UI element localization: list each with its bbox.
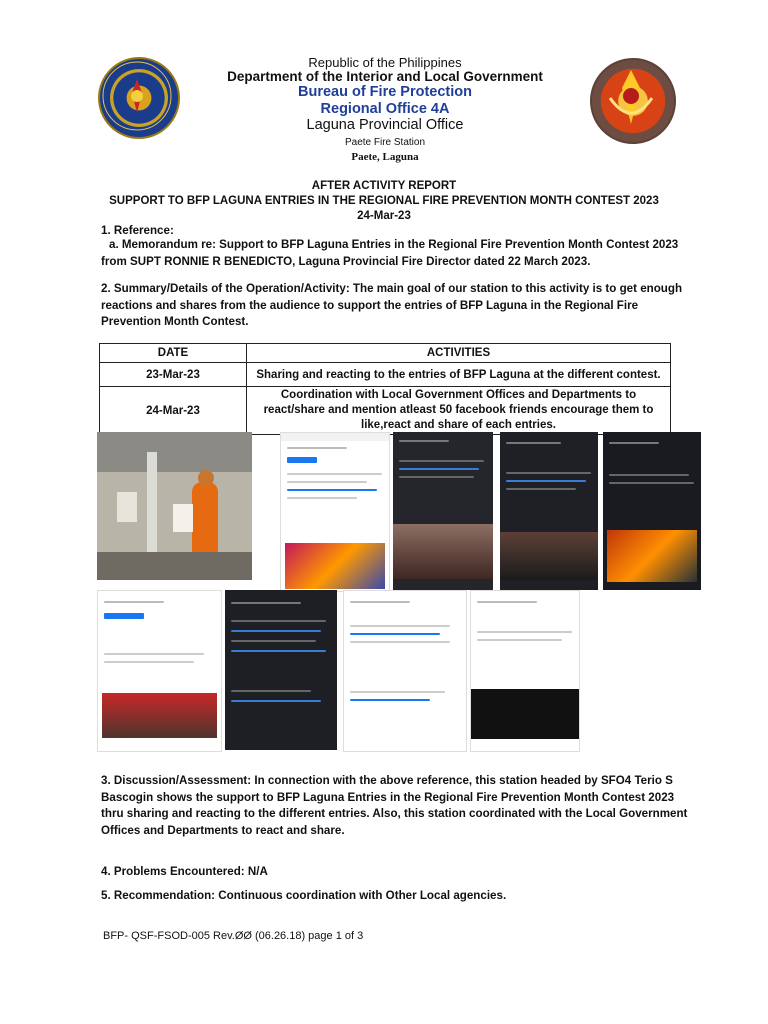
activities-table — [99, 343, 671, 435]
header-location: Paete, Laguna — [351, 151, 419, 163]
screenshot-facebook-group-post — [97, 590, 222, 752]
report-title: SUPPORT TO BFP LAGUNA ENTRIES IN THE REGIONAL FIRE PREVENTION MONTH CONTEST 2023 — [109, 195, 659, 207]
reference-heading: 1. Reference: — [101, 224, 174, 237]
table-header-activities: ACTIVITIES — [247, 344, 671, 363]
screenshot-facebook-share-1 — [225, 590, 337, 750]
table-header-date: DATE — [100, 344, 247, 363]
screenshot-facebook-post-1 — [280, 432, 390, 592]
screenshot-facebook-share-2 — [343, 590, 467, 752]
screenshot-facebook-post-2 — [393, 432, 493, 590]
report-date: 24-Mar-23 — [357, 210, 411, 222]
screenshot-facebook-post-4 — [603, 432, 701, 590]
problems-encountered: 4. Problems Encountered: N/A — [101, 865, 268, 878]
report-type: AFTER ACTIVITY REPORT — [311, 180, 457, 192]
document-footer: BFP- QSF-FSOD-005 Rev.ØØ (06.26.18) page 1 of 3 — [103, 930, 364, 942]
photo-firefighter-posting — [97, 432, 252, 580]
screenshot-facebook-share-3 — [470, 590, 580, 752]
table-cell-date: 23-Mar-23 — [100, 363, 247, 387]
table-row — [100, 387, 671, 435]
header-regional-office: Regional Office 4A — [320, 101, 450, 117]
table-header-row — [100, 344, 671, 363]
header-republic: Republic of the Philippines — [308, 55, 462, 70]
reference-item-a: a. Memorandum re: Support to BFP Laguna Entries in the Regional Fire Prevention Month Contest 2023 from SUPT RONNIE R BENEDICTO, Laguna Provincial Fire Director dated 22 March 2023. — [101, 238, 679, 268]
table-cell-date: 24-Mar-23 — [100, 387, 247, 435]
table-cell-activity: Sharing and reacting to the entries of BFP Laguna at the different contest. — [247, 363, 671, 387]
summary-paragraph: 2. Summary/Details of the Operation/Activity: The main goal of our station to this activity is to get enough reactions and shares from the audience to support the entries of BFP Laguna in the Regional Fire Prevention Month Contest. — [101, 282, 683, 328]
table-cell-activity: Coordination with Local Government Offices and Departments to react/share and mention atleast 50 facebook friends encourage them to like,react and share of each entries. — [247, 387, 671, 435]
recommendation: 5. Recommendation: Continuous coordination with Other Local agencies. — [101, 889, 507, 902]
table-row — [100, 363, 671, 387]
screenshot-facebook-post-3 — [500, 432, 598, 590]
header-bfp: Bureau of Fire Protection — [297, 84, 473, 100]
header-station: Paete Fire Station — [344, 137, 426, 148]
header-provincial-office: Laguna Provincial Office — [306, 117, 464, 133]
header-dilg: Department of the Interior and Local Government — [227, 69, 543, 84]
discussion-paragraph: 3. Discussion/Assessment: In connection with the above reference, this station headed by SFO4 Terio S Bascogin shows the support to BFP Laguna Entries in the Regional Fire Prevention Month Contest 2023 thru sharing and reacting to the different entries. Also, this station coordinated with the Local Government Offices and Departments to react and share. — [101, 774, 688, 837]
